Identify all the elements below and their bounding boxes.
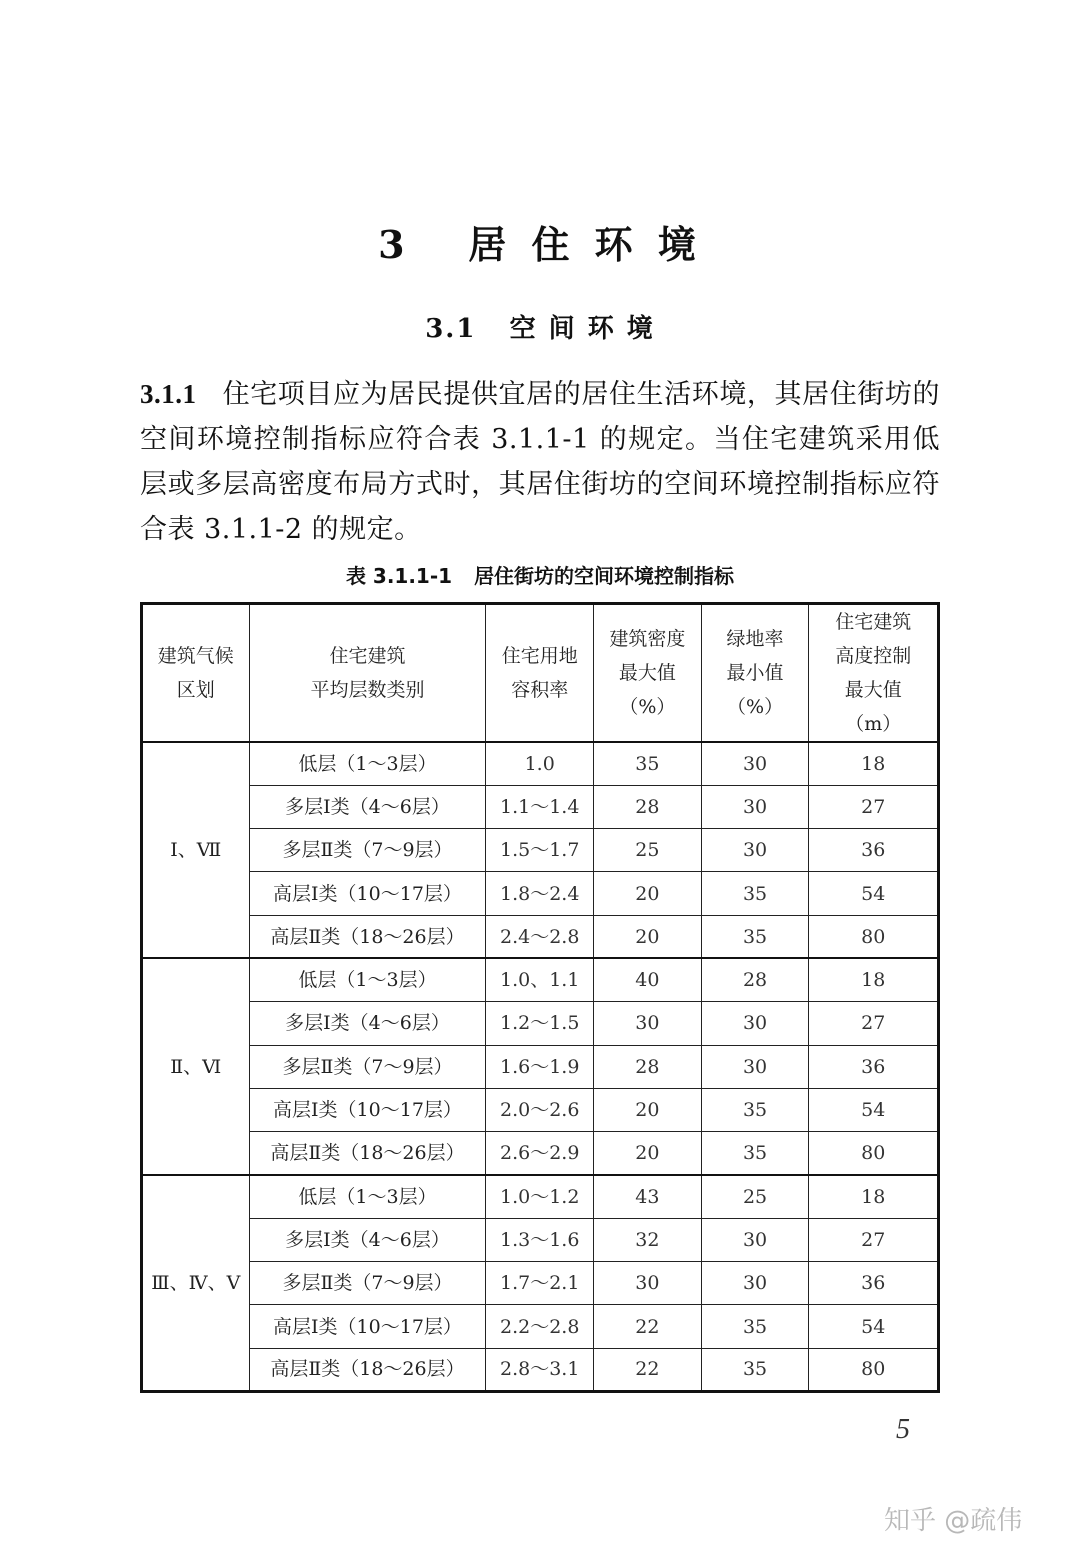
floor-area-ratio-cell: 1.0～1.2 (486, 1175, 594, 1218)
green-ratio-cell: 35 (701, 1088, 809, 1131)
table-row (142, 785, 939, 828)
height-limit-cell: 80 (809, 1348, 939, 1391)
height-limit-cell: 80 (809, 915, 939, 958)
page-number: 5 (896, 1414, 910, 1445)
table-row (142, 1045, 939, 1088)
header-floor-area-ratio: 住宅用地 容积率 (486, 604, 594, 743)
section-title (0, 308, 1080, 345)
green-ratio-cell: 30 (701, 1045, 809, 1088)
table-row (142, 915, 939, 958)
floor-category-cell: 低层（1～3层） (249, 1175, 486, 1218)
floor-category-cell: 多层Ⅰ类（4～6层） (249, 1002, 486, 1045)
floor-area-ratio-cell: 1.5～1.7 (486, 829, 594, 872)
table-header-row (142, 604, 939, 743)
clause-number: 3.1.1 (140, 379, 197, 409)
floor-category-cell: 低层（1～3层） (249, 958, 486, 1001)
table-row (142, 872, 939, 915)
floor-area-ratio-cell: 1.6～1.9 (486, 1045, 594, 1088)
table-row (142, 829, 939, 872)
floor-area-ratio-cell: 1.1～1.4 (486, 785, 594, 828)
green-ratio-cell: 30 (701, 785, 809, 828)
table-row (142, 1088, 939, 1131)
building-density-cell: 43 (594, 1175, 702, 1218)
height-limit-cell: 36 (809, 1045, 939, 1088)
spatial-control-table (140, 602, 940, 1393)
floor-category-cell: 多层Ⅱ类（7～9层） (249, 1045, 486, 1088)
header-floor-category: 住宅建筑 平均层数类别 (249, 604, 486, 743)
green-ratio-cell: 30 (701, 829, 809, 872)
green-ratio-cell: 35 (701, 915, 809, 958)
building-density-cell: 30 (594, 1262, 702, 1305)
height-limit-cell: 54 (809, 872, 939, 915)
header-building-density: 建筑密度 最大值 （%） (594, 604, 702, 743)
floor-category-cell: 低层（1～3层） (249, 742, 486, 785)
building-density-cell: 28 (594, 785, 702, 828)
building-density-cell: 20 (594, 1132, 702, 1175)
height-limit-cell: 80 (809, 1132, 939, 1175)
floor-category-cell: 高层Ⅰ类（10～17层） (249, 1088, 486, 1131)
floor-area-ratio-cell: 1.3～1.6 (486, 1218, 594, 1261)
height-limit-cell: 27 (809, 1218, 939, 1261)
floor-area-ratio-cell: 2.0～2.6 (486, 1088, 594, 1131)
height-limit-cell: 18 (809, 958, 939, 1001)
clause-text: 住宅项目应为居民提供宜居的居住生活环境，其居住街坊的空间环境控制指标应符合表 3.1.1-1 的规定。当住宅建筑采用低层或多层高密度布局方式时，其居住街坊的空间环境控制指标应符合表 3.1.1-2 的规定。 (140, 379, 940, 545)
chapter-number: 3 (378, 222, 411, 267)
table-caption (0, 560, 1080, 589)
floor-area-ratio-cell: 1.0、1.1 (486, 958, 594, 1001)
floor-category-cell: 高层Ⅰ类（10～17层） (249, 1305, 486, 1348)
building-density-cell: 40 (594, 958, 702, 1001)
green-ratio-cell: 30 (701, 742, 809, 785)
green-ratio-cell: 25 (701, 1175, 809, 1218)
floor-area-ratio-cell: 2.2～2.8 (486, 1305, 594, 1348)
floor-category-cell: 多层Ⅰ类（4～6层） (249, 1218, 486, 1261)
green-ratio-cell: 35 (701, 1348, 809, 1391)
building-density-cell: 20 (594, 915, 702, 958)
watermark: 知乎 @疏伟 (884, 1506, 1023, 1536)
floor-area-ratio-cell: 1.7～2.1 (486, 1262, 594, 1305)
floor-area-ratio-cell: 1.8～2.4 (486, 872, 594, 915)
building-density-cell: 20 (594, 872, 702, 915)
height-limit-cell: 18 (809, 1175, 939, 1218)
floor-area-ratio-cell: 2.6～2.9 (486, 1132, 594, 1175)
chapter-name: 居 住 环 境 (468, 222, 702, 267)
table-row (142, 958, 939, 1001)
green-ratio-cell: 35 (701, 872, 809, 915)
floor-category-cell: 高层Ⅱ类（18～26层） (249, 1132, 486, 1175)
height-limit-cell: 27 (809, 1002, 939, 1045)
table-row (142, 1132, 939, 1175)
floor-category-cell: 多层Ⅱ类（7～9层） (249, 829, 486, 872)
floor-category-cell: 高层Ⅱ类（18～26层） (249, 915, 486, 958)
building-density-cell: 35 (594, 742, 702, 785)
height-limit-cell: 54 (809, 1088, 939, 1131)
table-row (142, 1218, 939, 1261)
green-ratio-cell: 30 (701, 1262, 809, 1305)
table-row (142, 1305, 939, 1348)
climate-zone-cell: Ⅱ、Ⅵ (142, 958, 250, 1174)
chapter-title (0, 214, 1080, 269)
height-limit-cell: 54 (809, 1305, 939, 1348)
building-density-cell: 22 (594, 1348, 702, 1391)
climate-zone-cell: Ⅰ、Ⅶ (142, 742, 250, 958)
table-row (142, 742, 939, 785)
table-row (142, 1348, 939, 1391)
header-climate-zone: 建筑气候 区划 (142, 604, 250, 743)
building-density-cell: 32 (594, 1218, 702, 1261)
height-limit-cell: 36 (809, 829, 939, 872)
green-ratio-cell: 30 (701, 1218, 809, 1261)
floor-category-cell: 高层Ⅰ类（10～17层） (249, 872, 486, 915)
floor-area-ratio-cell: 1.0 (486, 742, 594, 785)
table-body (142, 742, 939, 1391)
building-density-cell: 28 (594, 1045, 702, 1088)
floor-area-ratio-cell: 2.8～3.1 (486, 1348, 594, 1391)
climate-zone-cell: Ⅲ、Ⅳ、Ⅴ (142, 1175, 250, 1391)
building-density-cell: 22 (594, 1305, 702, 1348)
height-limit-cell: 36 (809, 1262, 939, 1305)
table-caption-title: 居住街坊的空间环境控制指标 (474, 564, 735, 588)
height-limit-cell: 18 (809, 742, 939, 785)
section-number: 3.1 (425, 314, 477, 344)
building-density-cell: 30 (594, 1002, 702, 1045)
clause-paragraph (140, 372, 940, 552)
green-ratio-cell: 35 (701, 1132, 809, 1175)
header-green-ratio: 绿地率 最小值 （%） (701, 604, 809, 743)
green-ratio-cell: 35 (701, 1305, 809, 1348)
floor-area-ratio-cell: 1.2～1.5 (486, 1002, 594, 1045)
floor-category-cell: 多层Ⅱ类（7～9层） (249, 1262, 486, 1305)
floor-area-ratio-cell: 2.4～2.8 (486, 915, 594, 958)
table-row (142, 1175, 939, 1218)
table-row (142, 1002, 939, 1045)
table-row (142, 1262, 939, 1305)
green-ratio-cell: 28 (701, 958, 809, 1001)
height-limit-cell: 27 (809, 785, 939, 828)
floor-category-cell: 高层Ⅱ类（18～26层） (249, 1348, 486, 1391)
section-name: 空 间 环 境 (509, 314, 655, 344)
building-density-cell: 20 (594, 1088, 702, 1131)
header-height-limit: 住宅建筑 高度控制 最大值 （m） (809, 604, 939, 743)
floor-category-cell: 多层Ⅰ类（4～6层） (249, 785, 486, 828)
table-caption-number: 表 3.1.1-1 (345, 564, 453, 588)
green-ratio-cell: 30 (701, 1002, 809, 1045)
building-density-cell: 25 (594, 829, 702, 872)
